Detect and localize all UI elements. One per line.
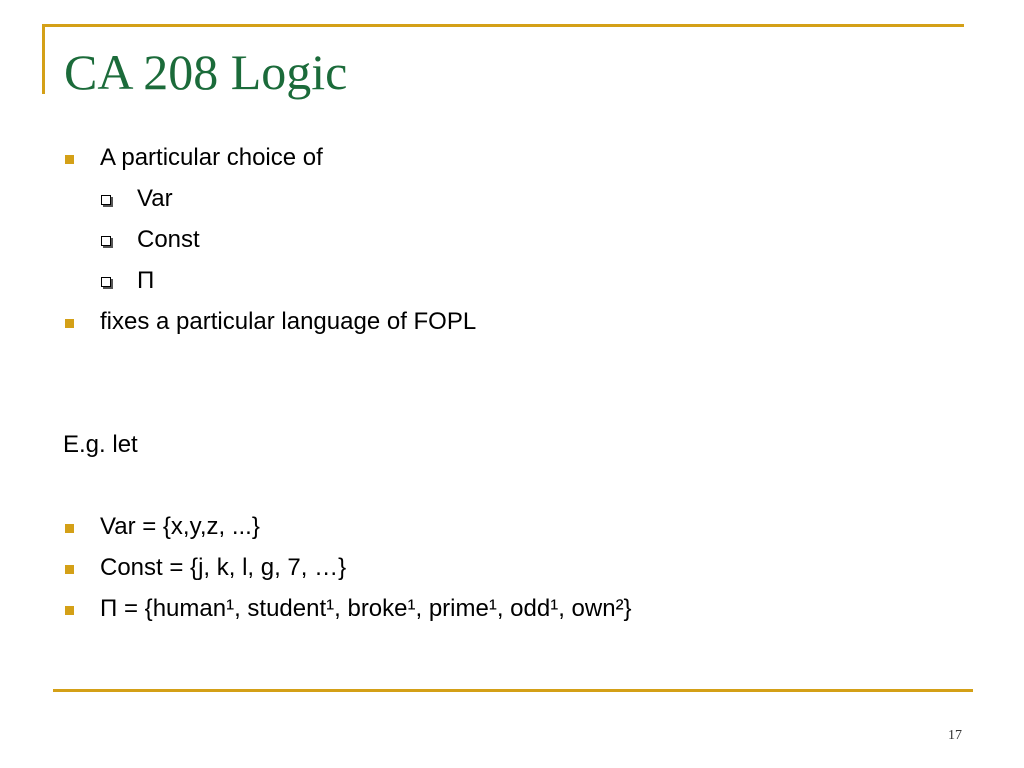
bullet-box-icon	[101, 277, 111, 287]
bullet-square-icon	[65, 524, 74, 533]
sub-item-pi: Π	[137, 267, 155, 294]
bullet-fixes: fixes a particular language of FOPL	[100, 308, 477, 335]
frame-left-rule	[42, 24, 45, 94]
slide-title: CA 208 Logic	[64, 44, 348, 100]
def-var: Var = {x,y,z, ...}	[100, 513, 260, 540]
eg-text: E.g. let	[63, 431, 138, 458]
bullet-square-icon	[65, 606, 74, 615]
bullet-square-icon	[65, 155, 74, 164]
bullet-box-icon	[101, 236, 111, 246]
page-number: 17	[948, 728, 962, 743]
bullet-square-icon	[65, 565, 74, 574]
frame-top-rule	[42, 24, 964, 27]
footer-rule	[53, 689, 973, 692]
bullet-intro: A particular choice of	[100, 144, 323, 171]
def-const: Const = {j, k, l, g, 7, …}	[100, 554, 347, 581]
sub-item-var: Var	[137, 185, 173, 212]
bullet-square-icon	[65, 319, 74, 328]
bullet-box-icon	[101, 195, 111, 205]
sub-item-const: Const	[137, 226, 200, 253]
def-pi: Π = {human¹, student¹, broke¹, prime¹, odd¹, own²}	[100, 595, 632, 622]
